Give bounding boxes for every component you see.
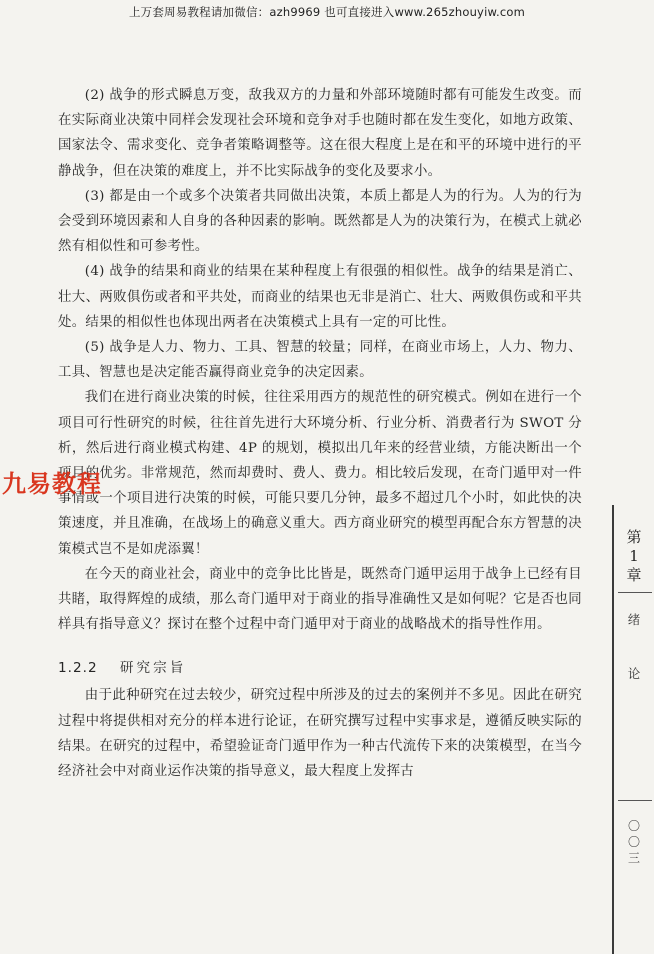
tab-char-lun: 论	[627, 666, 641, 681]
jiuyi-logo: 九易教程	[2, 470, 102, 498]
tab-divider	[618, 800, 652, 801]
chapter-number: 1	[629, 547, 639, 565]
chapter-tab	[622, 528, 646, 585]
watermark-banner: 上万套周易教程请加微信：azh9969 也可直接进入www.265zhouyiw.com	[128, 5, 526, 19]
page-body	[58, 83, 582, 784]
paragraph-western-model: 我们在进行商业决策的时候，往往采用西方的规范性的研究模式。例如在进行一个项目可行性研究的时候，往往首先进行大环境分析、行业分析、消费者行为 SWOT 分析，然后进行商业模式构建、4P 的规划，模拟出几年来的经营业绩，方能决断出一个项目的优劣。非常规范，然而却费时、费人、费力。相比较后发现，在奇门遁甲对一件事情或一个项目进行决策的时候，可能只要几分钟，最多不超过几个小时，如此快的决策速度，并且准确，在战场上的确意义重大。西方商业研究的模型再配合东方智慧的决策模式岂不是如虎添翼！	[58, 390, 582, 557]
tab-divider	[618, 592, 652, 593]
paragraph-point-3: (3) 都是由一个或多个决策者共同做出决策，本质上都是人为的行为。人为的行为会受到环境因素和人自身的各种因素的影响。既然都是人为的决策行为，在模式上就必然有相似性和可参考性。	[58, 188, 582, 255]
paragraph-point-5: (5) 战争是人力、物力、工具、智慧的较量；同样，在商业市场上，人力、物力、工具、智慧也是决定能否赢得商业竞争的决定因素。	[58, 340, 582, 381]
page-digit: 〇	[627, 819, 640, 833]
section-number: 1.2.2	[58, 660, 98, 677]
page-digit: 〇	[627, 835, 640, 849]
margin-rule	[612, 505, 614, 954]
chapter-char: 章	[626, 566, 642, 584]
page-digit: 三	[627, 851, 640, 865]
section-heading	[58, 655, 582, 681]
tab-char-xu: 绪	[627, 612, 641, 627]
paragraph-point-2: (2) 战争的形式瞬息万变，敌我双方的力量和外部环境随时都有可能发生改变。而在实际商业决策中同样会发现社会环境和竞争对手也随时都在发生变化，如地方政策、国家法令、需求变化、竞争者策略调整等。这在很大程度上是在和平的环境中进行的平静战争，但在决策的难度上，并不比实际战争的变化及要求小。	[58, 88, 582, 179]
section-title: 研究宗旨	[119, 660, 187, 677]
paragraph-point-4: (4) 战争的结果和商业的结果在某种程度上有很强的相似性。战争的结果是消亡、壮大、两败俱伤或者和平共处，而商业的结果也无非是消亡、壮大、两败俱伤或和平共处。结果的相似性也体现出两者在决策模式上具有一定的可比性。	[58, 264, 582, 330]
chapter-char: 第	[626, 528, 642, 546]
paragraph-business-society: 在今天的商业社会，商业中的竞争比比皆是，既然奇门遁甲运用于战争上已经有目共睹，取得辉煌的成绩，那么奇门遁甲对于商业的指导准确性又是如何呢？它是否也同样具有指导意义？探讨在整个过程中奇门遁甲对于商业的战略战术的指导性作用。	[58, 566, 582, 633]
page-number	[622, 818, 646, 866]
paragraph-research-purpose: 由于此种研究在过去较少，研究过程中所涉及的过去的案例并不多见。因此在研究过程中将提供相对充分的样本进行论证，在研究撰写过程中实事求是，遵循反映实际的结果。在研究的过程中，希望验证奇门遁甲作为一种古代流传下来的决策模型，在当今经济社会中对商业运作决策的指导意义，最大程度上发挥古	[58, 688, 582, 780]
